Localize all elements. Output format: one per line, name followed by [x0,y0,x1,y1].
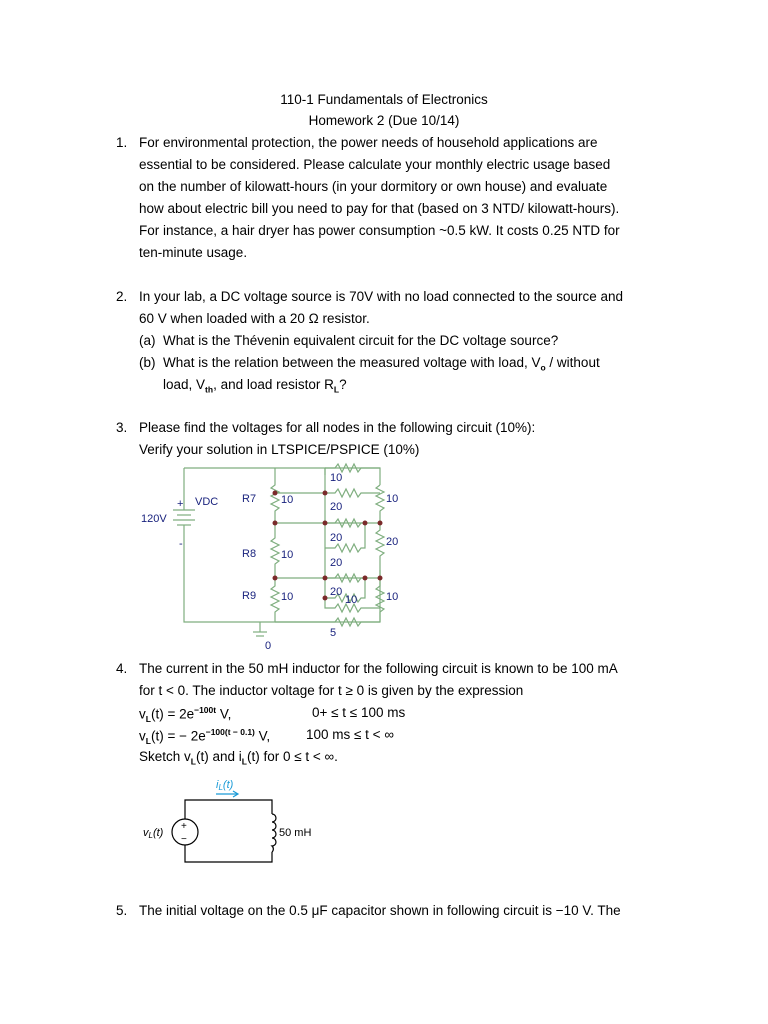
r9-label: R9 [242,590,257,602]
q2-line: In your lab, a DC voltage source is 70V with no load connected to the source and [139,289,624,304]
r7-value: 10 [281,494,294,506]
q1-line: on the number of kilowatt-hours (in your dormitory or own house) and evaluate [139,179,608,194]
q2-b-label: (b) [139,355,156,370]
current-label: iL(t) [216,779,234,792]
q2-b-text: What is the relation between the measured voltage with load, $V_o$ / without [163,355,600,373]
q1-line: essential to be considered. Please calculate your monthly electric usage based [139,157,611,172]
r8-value: 10 [281,549,294,561]
source-plus: + [177,498,184,510]
q4-eq1-range: 0+ ≤ t ≤ 100 ms [312,705,406,720]
source-name: VDC [195,496,219,508]
q5-line: The initial voltage on the 0.5 μF capacitor shown in following circuit is −10 V. The [139,903,621,918]
ground-label: 0 [265,640,272,652]
source-label: vL(t) [143,827,164,840]
r8-label: R8 [242,548,257,560]
mid2-value: 20 [330,532,343,544]
top-value: 10 [330,472,343,484]
q4-line: The current in the 50 mH inductor for the following circuit is known to be 100 mA [139,661,618,676]
inductor-circuit [135,772,335,872]
q4-eq1: $v_L(t) = 2e^{-100t}$ V, [139,705,232,725]
q3-number: 3. [116,420,128,435]
course-title: 110-1 Fundamentals of Electronics [280,92,488,107]
source-value: 120V [141,513,167,525]
mid4-value: 20 [330,586,343,598]
source-minus: - [179,538,183,550]
q2-b-text-line2: load, $V_{th}$, and load resistor $R_L$? [163,377,347,395]
q1-line: For instance, a hair dryer has power consumption ~0.5 kW. It costs 0.25 NTD for [139,223,620,238]
r9-value: 10 [281,591,294,603]
q3-line: Please find the voltages for all nodes in the following circuit (10%): [139,420,536,435]
bottom-value: 5 [330,627,337,639]
q3-line: Verify your solution in LTSPICE/PSPICE (10%) [139,442,420,457]
right1-value: 10 [386,493,399,505]
q2-number: 2. [116,289,128,304]
resistor-network-circuit [135,460,415,655]
q2-a-text: What is the Thévenin equivalent circuit for the DC voltage source? [163,333,559,348]
q4-number: 4. [116,661,128,676]
inductor-label: 50 mH [279,827,312,839]
q2-a-label: (a) [139,333,156,348]
q4-eq2: $v_L(t)$ = − $2e^{-100(t - 0.1)}$ V, [139,727,271,747]
q4-line: for t < 0. The inductor voltage for t ≥ 0 is given by the expression [139,683,524,698]
mid3-value: 20 [330,557,343,569]
q1-line: ten-minute usage. [139,245,248,260]
q5-number: 5. [116,903,128,918]
right3-value: 10 [386,591,399,603]
r7-label: R7 [242,493,257,505]
mid5-value: 10 [345,594,358,606]
q1-line: how about electric bill you need to pay for that (based on 3 NTD/ kilowatt-hours). [139,201,620,216]
q4-eq2-range: 100 ms ≤ t < ∞ [306,727,394,742]
q1-number: 1. [116,135,128,150]
source-minus-sign: − [181,834,187,845]
q1-line: For environmental protection, the power needs of household applications are [139,135,598,150]
right2-value: 20 [386,536,399,548]
q4-sketch: Sketch $v_L(t)$ and $i_L(t)$ for 0 ≤ t < ∞. [139,749,338,767]
q2-line: 60 V when loaded with a 20 Ω resistor. [139,311,370,326]
source-plus-sign: + [181,821,187,832]
mid1-value: 20 [330,501,343,513]
homework-title: Homework 2 (Due 10/14) [308,113,460,128]
